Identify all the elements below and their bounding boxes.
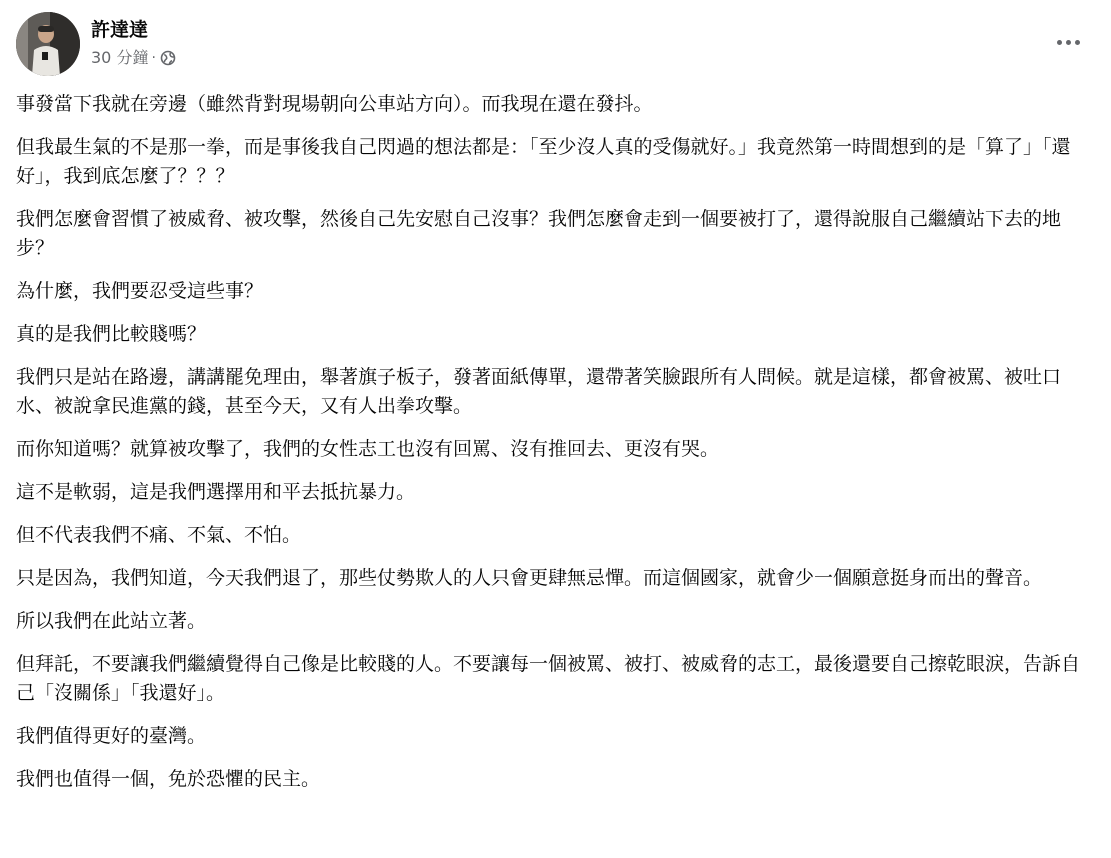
post-meta <box>91 48 176 68</box>
post-body <box>16 90 1098 808</box>
post-paragraph: 事發當下我就在旁邊（雖然背對現場朝向公車站方向）。而我現在還在發抖。 <box>16 93 653 115</box>
more-options-icon[interactable] <box>1048 28 1088 56</box>
author-name[interactable]: 許達達 <box>91 19 149 41</box>
post-paragraph: 這不是軟弱，這是我們選擇用和平去抵抗暴力。 <box>16 481 416 503</box>
post-paragraph: 我們也值得一個，免於恐懼的民主。 <box>16 768 321 790</box>
post-timestamp[interactable]: 30 分鐘 <box>91 48 149 67</box>
post-paragraph: 為什麼，我們要忍受這些事？ <box>16 280 264 302</box>
post-paragraph: 只是因為，我們知道，今天我們退了，那些仗勢欺人的人只會更肆無忌憚。而這個國家，就會少一個願意挺身而出的聲音。 <box>16 567 1043 589</box>
profile-photo <box>16 12 80 76</box>
meta-separator: · <box>151 50 156 66</box>
post-paragraph: 所以我們在此站立著。 <box>16 610 207 632</box>
post-paragraph: 而你知道嗎？就算被攻擊了，我們的女性志工也沒有回罵、沒有推回去、更沒有哭。 <box>16 438 720 460</box>
post-paragraph: 我們值得更好的臺灣。 <box>16 725 207 747</box>
post-header <box>16 12 1096 76</box>
post-paragraph: 但不代表我們不痛、不氣、不怕。 <box>16 524 302 546</box>
globe-icon[interactable] <box>160 50 176 66</box>
post-paragraph: 但我最生氣的不是那一拳，而是事後我自己閃過的想法都是：「至少沒人真的受傷就好。」我竟然第一時間想到的是「算了」「還好」，我到底怎麼了？？？ <box>16 136 1071 187</box>
post-paragraph: 我們只是站在路邊，講講罷免理由，舉著旗子板子，發著面紙傳單，還帶著笑臉跟所有人問候。就是這樣，都會被罵、被吐口水、被說拿民進黨的錢，甚至今天，又有人出拳攻擊。 <box>16 366 1062 417</box>
post-paragraph: 但拜託，不要讓我們繼續覺得自己像是比較賤的人。不要讓每一個被罵、被打、被威脅的志工，最後還要自己擦乾眼淚，告訴自己「沒關係」「我還好」。 <box>16 653 1081 704</box>
post-paragraph: 我們怎麼會習慣了被威脅、被攻擊，然後自己先安慰自己沒事？我們怎麼會走到一個要被打了，還得說服自己繼續站下去的地步？ <box>16 208 1062 259</box>
avatar[interactable] <box>16 12 80 76</box>
post-paragraph: 真的是我們比較賤嗎？ <box>16 323 207 345</box>
